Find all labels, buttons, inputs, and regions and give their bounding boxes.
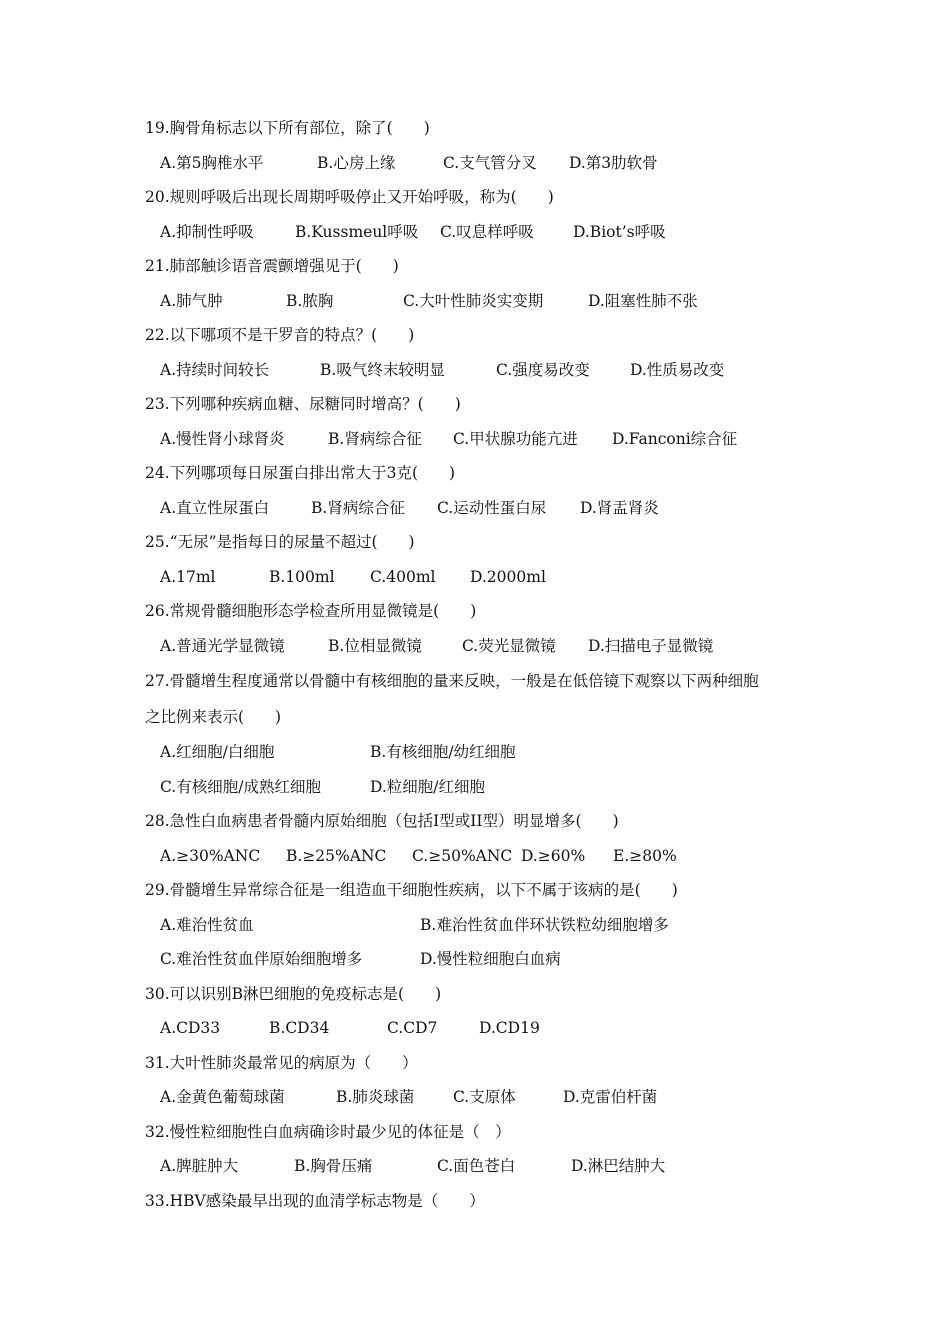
question-19-options bbox=[0, 151, 950, 175]
question-20-option-d: D.Biot’s呼吸 bbox=[573, 223, 666, 241]
question-23-option-c: C.甲状腺功能亢进 bbox=[453, 430, 578, 448]
question-22-option-b: B.吸气终末较明显 bbox=[320, 361, 445, 379]
question-23-options bbox=[0, 427, 950, 451]
question-33-stem: 33.HBV感染最早出现的血清学标志物是（ ） bbox=[145, 1192, 485, 1210]
question-20-options bbox=[0, 220, 950, 244]
question-27-option-d: D.粒细胞/红细胞 bbox=[370, 778, 486, 796]
question-28-option-e: E.≥80% bbox=[613, 847, 677, 865]
question-28-option-c: C.≥50%ANC bbox=[412, 847, 513, 865]
question-24-option-d: D.肾盂肾炎 bbox=[580, 499, 659, 517]
question-27-stem-continued: 之比例来表示( ) bbox=[145, 708, 282, 726]
question-23-option-a: A.慢性肾小球肾炎 bbox=[160, 430, 285, 448]
question-24-option-b: B.肾病综合征 bbox=[311, 499, 405, 517]
question-19-option-d: D.第3肋软骨 bbox=[569, 154, 658, 172]
question-19-option-a: A.第5胸椎水平 bbox=[160, 154, 264, 172]
question-24-option-a: A.直立性尿蛋白 bbox=[160, 499, 270, 517]
question-22-option-c: C.强度易改变 bbox=[496, 361, 590, 379]
question-24-options bbox=[0, 496, 950, 520]
question-26-option-d: D.扫描电子显微镜 bbox=[588, 637, 714, 655]
question-20-stem: 20.规则呼吸后出现长周期呼吸停止又开始呼吸，称为( ) bbox=[145, 188, 554, 206]
question-30-option-b: B.CD34 bbox=[269, 1019, 330, 1037]
question-25-option-a: A.17ml bbox=[160, 568, 216, 586]
question-20-option-c: C.叹息样呼吸 bbox=[440, 223, 534, 241]
question-21-option-d: D.阻塞性肺不张 bbox=[588, 292, 698, 310]
question-29-stem: 29.骨髓增生异常综合征是一组造血干细胞性疾病，以下不属于该病的是( ) bbox=[145, 881, 678, 899]
question-26-option-b: B.位相显微镜 bbox=[328, 637, 422, 655]
question-26-option-a: A.普通光学显微镜 bbox=[160, 637, 285, 655]
question-23-option-b: B.肾病综合征 bbox=[328, 430, 422, 448]
question-31-option-c: C.支原体 bbox=[453, 1088, 516, 1106]
question-20-option-a: A.抑制性呼吸 bbox=[160, 223, 254, 241]
question-26-stem: 26.常规骨髓细胞形态学检查所用显微镜是( ) bbox=[145, 602, 477, 620]
question-29-option-b: B.难治性贫血伴环状铁粒幼细胞增多 bbox=[420, 916, 669, 934]
question-31-option-b: B.肺炎球菌 bbox=[336, 1088, 415, 1106]
question-32-option-a: A.脾脏肿大 bbox=[160, 1157, 239, 1175]
question-28-stem: 28.急性白血病患者骨髓内原始细胞（包括I型或II型）明显增多( ) bbox=[145, 812, 619, 830]
question-29-options-row-1 bbox=[0, 913, 950, 937]
question-31-stem: 31.大叶性肺炎最常见的病原为（ ） bbox=[145, 1054, 418, 1072]
question-27-option-b: B.有核细胞/幼红细胞 bbox=[370, 743, 516, 761]
question-24-option-c: C.运动性蛋白尿 bbox=[437, 499, 547, 517]
question-19-option-b: B.心房上缘 bbox=[317, 154, 396, 172]
question-21-option-c: C.大叶性肺炎实变期 bbox=[403, 292, 544, 310]
question-21-options bbox=[0, 289, 950, 313]
question-22-options bbox=[0, 358, 950, 382]
question-28-option-d: D.≥60% bbox=[521, 847, 586, 865]
question-31-options bbox=[0, 1085, 950, 1109]
question-32-stem: 32.慢性粒细胞性白血病确诊时最少见的体征是（ ） bbox=[145, 1123, 511, 1141]
question-25-stem: 25.“无尿”是指每日的尿量不超过( ) bbox=[145, 533, 415, 551]
question-25-option-b: B.100ml bbox=[269, 568, 335, 586]
question-32-options bbox=[0, 1154, 950, 1178]
question-22-stem: 22.以下哪项不是干罗音的特点？( ) bbox=[145, 326, 415, 344]
question-29-option-a: A.难治性贫血 bbox=[160, 916, 254, 934]
question-20-option-b: B.Kussmeul呼吸 bbox=[295, 223, 419, 241]
question-26-options bbox=[0, 634, 950, 658]
question-30-options bbox=[0, 1016, 950, 1040]
question-28-option-b: B.≥25%ANC bbox=[286, 847, 387, 865]
question-32-option-b: B.胸骨压痛 bbox=[294, 1157, 373, 1175]
question-27-options-row-2 bbox=[0, 775, 950, 799]
question-24-stem: 24.下列哪项每日尿蛋白排出常大于3克( ) bbox=[145, 464, 456, 482]
question-19-option-c: C.支气管分叉 bbox=[443, 154, 537, 172]
question-26-option-c: C.荧光显微镜 bbox=[462, 637, 556, 655]
question-28-option-a: A.≥30%ANC bbox=[160, 847, 261, 865]
question-28-options bbox=[0, 844, 950, 868]
question-29-options-row-2 bbox=[0, 947, 950, 971]
question-25-option-d: D.2000ml bbox=[470, 568, 546, 586]
question-30-option-a: A.CD33 bbox=[160, 1019, 221, 1037]
question-23-stem: 23.下列哪种疾病血糖、尿糖同时增高？( ) bbox=[145, 395, 461, 413]
question-32-option-d: D.淋巴结肿大 bbox=[571, 1157, 666, 1175]
question-21-option-a: A.肺气肿 bbox=[160, 292, 223, 310]
question-25-options bbox=[0, 565, 950, 589]
question-21-option-b: B.脓胸 bbox=[286, 292, 334, 310]
question-27-stem: 27.骨髓增生程度通常以骨髓中有核细胞的量来反映，一般是在低倍镜下观察以下两种细胞 bbox=[145, 672, 759, 690]
question-29-option-c: C.难治性贫血伴原始细胞增多 bbox=[160, 950, 363, 968]
question-30-option-c: C.CD7 bbox=[387, 1019, 438, 1037]
question-31-option-a: A.金黄色葡萄球菌 bbox=[160, 1088, 285, 1106]
question-23-option-d: D.Fanconi综合征 bbox=[612, 430, 738, 448]
question-27-option-c: C.有核细胞/成熟红细胞 bbox=[160, 778, 321, 796]
question-27-option-a: A.红细胞/白细胞 bbox=[160, 743, 275, 761]
question-29-option-d: D.慢性粒细胞白血病 bbox=[420, 950, 561, 968]
question-22-option-d: D.性质易改变 bbox=[630, 361, 725, 379]
question-21-stem: 21.肺部触诊语音震颤增强见于( ) bbox=[145, 257, 399, 275]
question-25-option-c: C.400ml bbox=[370, 568, 436, 586]
question-19-stem: 19.胸骨角标志以下所有部位，除了( ) bbox=[145, 119, 430, 137]
question-32-option-c: C.面色苍白 bbox=[437, 1157, 516, 1175]
question-30-option-d: D.CD19 bbox=[479, 1019, 540, 1037]
question-31-option-d: D.克雷伯杆菌 bbox=[563, 1088, 658, 1106]
question-22-option-a: A.持续时间较长 bbox=[160, 361, 270, 379]
question-27-options-row-1 bbox=[0, 740, 950, 764]
question-30-stem: 30.可以识别B淋巴细胞的免疫标志是( ) bbox=[145, 985, 442, 1003]
